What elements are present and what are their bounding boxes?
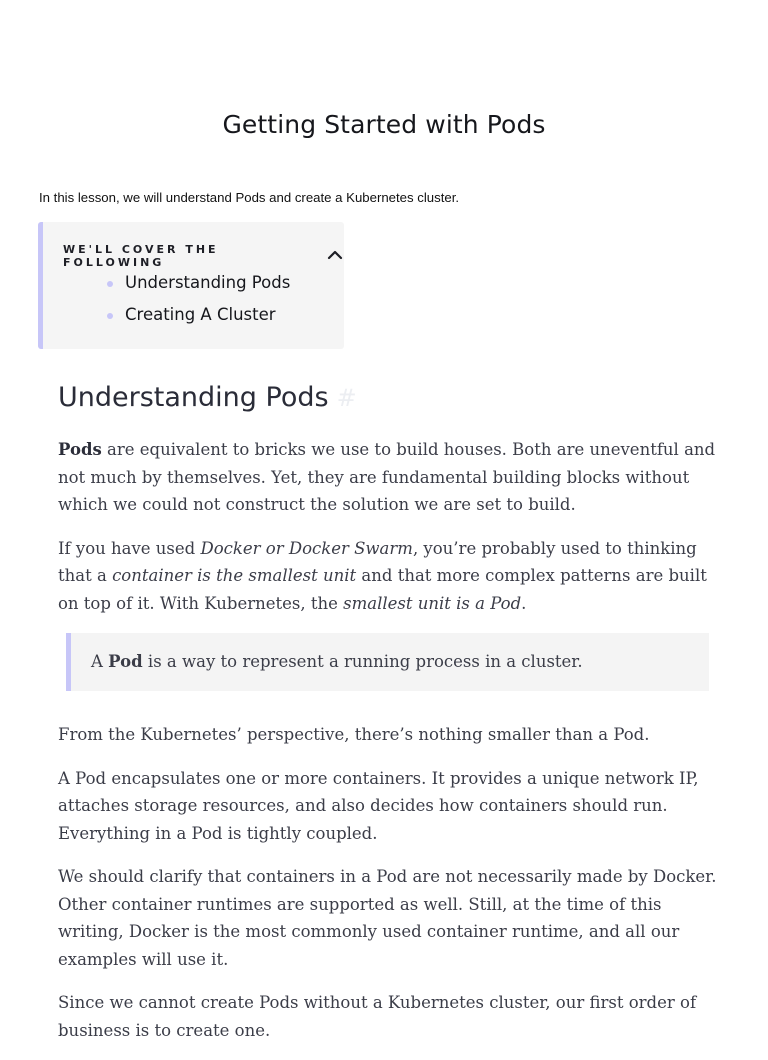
text: and that more complex patterns are built on top of it. With Kubernetes, the (58, 566, 707, 613)
paragraph (58, 535, 718, 618)
bullet-icon (107, 313, 113, 319)
section-heading-text: Understanding Pods (58, 382, 329, 413)
toc-header-label: WE'LL COVER THE FOLLOWING (63, 243, 219, 269)
section-heading (58, 380, 718, 416)
toc-item-label: Understanding Pods (125, 273, 291, 292)
text: , you’re probably used to thinking that a (58, 538, 697, 585)
text: A (91, 652, 109, 671)
bold-term: Pods (58, 440, 102, 459)
paragraph: From the Kubernetes’ perspective, there’s nothing smaller than a Pod. (58, 725, 650, 744)
anchor-link-icon[interactable]: # (336, 384, 357, 412)
bullet-icon (107, 281, 113, 287)
toc-item-creating-a-cluster[interactable] (103, 304, 290, 336)
page-title: Getting Started with Pods (222, 110, 546, 139)
lesson-content (58, 380, 718, 1060)
bold-term: Pod (108, 652, 143, 671)
paragraph: A Pod encapsulates one or more containers. It provides a unique network IP, attaches storage resources, and also decides how containers should run. Everything in a Pod is tightly coupled. (58, 768, 699, 843)
chevron-up-icon[interactable] (326, 247, 344, 261)
text: are equivalent to bricks we use to build houses. Both are uneventful and not much by themselves. Yet, they are fundamental building blocks without which we could not construct the solution we are set to build. (58, 440, 716, 514)
italic-text: Docker or Docker Swarm (200, 538, 413, 558)
toc-panel (38, 222, 344, 349)
paragraph: Since we cannot create Pods without a Kubernetes cluster, our first order of business is to create one. (58, 993, 697, 1040)
italic-text: container is the smallest unit (112, 566, 357, 585)
toc-list (103, 272, 290, 336)
toc-item-understanding-pods[interactable] (103, 272, 290, 304)
text: is a way to represent a running process in a cluster. (142, 652, 583, 671)
italic-text: smallest unit is a Pod (343, 593, 522, 613)
lesson-intro: In this lesson, we will understand Pods and create a Kubernetes cluster. (39, 190, 460, 205)
callout-box (66, 633, 709, 691)
toc-toggle[interactable] (63, 243, 344, 269)
paragraph: We should clarify that containers in a Pod are not necessarily made by Docker. Other container runtimes are supported as well. Still, at the time of this writing, Docker is the most commonly used container runtime, and all our examples will use it. (58, 867, 717, 969)
paragraph (58, 436, 718, 519)
text: . (521, 593, 527, 613)
toc-item-label: Creating A Cluster (125, 305, 276, 324)
text: If you have used (58, 538, 201, 558)
